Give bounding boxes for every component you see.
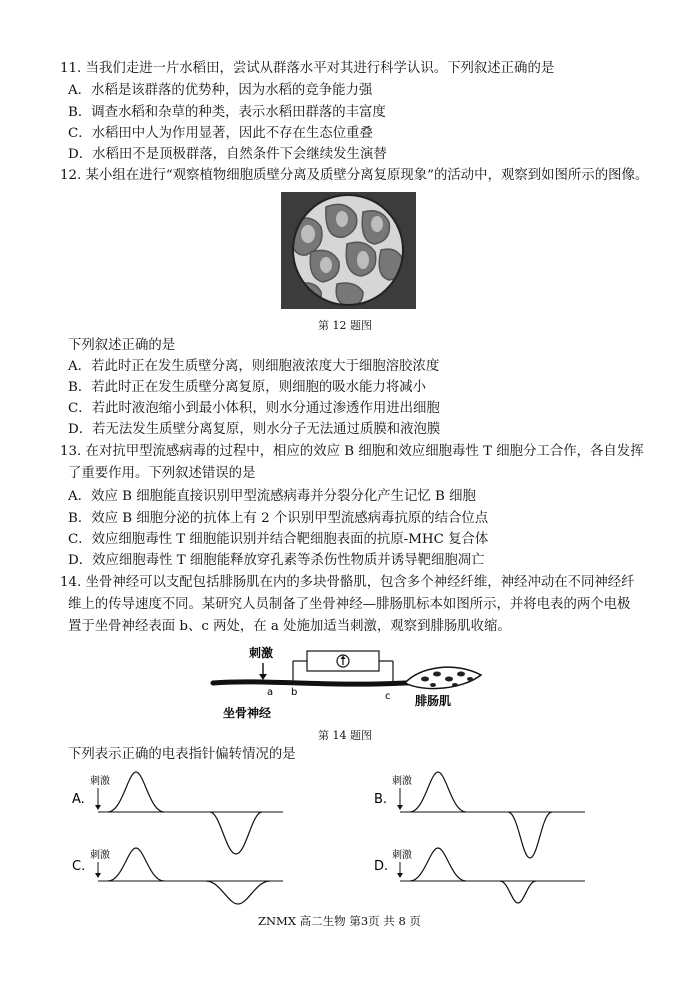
q13-stem-line2: 了重要作用。下列叙述错误的是 bbox=[68, 466, 256, 481]
page-footer: ZNMX 高二生物 第3页 共 8 页 bbox=[258, 914, 421, 928]
q11-option-b: B．调查水稻和杂草的种类，表示水稻田群落的丰富度 bbox=[68, 105, 386, 120]
point-b-label: b bbox=[291, 687, 298, 698]
option-b-letter: B. bbox=[374, 792, 388, 807]
q11-stem: 11. 当我们走进一片水稻田，尝试从群落水平对其进行科学认识。下列叙述正确的是 bbox=[60, 61, 555, 76]
q12-option-b: B．若此时正在发生质壁分离复原，则细胞的吸水能力将减小 bbox=[68, 380, 426, 395]
q14-stem-line2: 维上的传导速度不同。某研究人员制备了坐骨神经—腓肠肌标本如图所示，并将电表的两个电极 bbox=[68, 597, 631, 612]
q12-stem: 12. 某小组在进行“观察植物细胞质壁分离及质壁分离复原现象”的活动中，观察到如图所示的图像。 bbox=[60, 168, 649, 183]
option-b-stim-label: 刺激 bbox=[392, 776, 412, 787]
nerve-label: 坐骨神经 bbox=[223, 706, 272, 720]
q12-option-a: A．若此时正在发生质壁分离，则细胞液浓度大于细胞溶胶浓度 bbox=[68, 359, 440, 374]
stimulus-label: 刺激 bbox=[249, 646, 274, 660]
q13-stem-line1: 13. 在对抗甲型流感病毒的过程中，相应的效应 B 细胞和效应细胞毒性 T 细胞分工合作，各自发挥 bbox=[60, 444, 644, 459]
q13-option-d: D．效应细胞毒性 T 细胞能释放穿孔素等杀伤性物质并诱导靶细胞凋亡 bbox=[68, 553, 485, 568]
option-c-letter: C. bbox=[72, 859, 86, 874]
q14-option-d-graph bbox=[372, 846, 587, 910]
q12-option-c: C．若此时液泡缩小到最小体积，则水分通过渗透作用进出细胞 bbox=[68, 401, 440, 416]
option-c-stim-label: 刺激 bbox=[90, 850, 110, 861]
q11-option-d: D．水稻田不是顶极群落，自然条件下会继续发生演替 bbox=[68, 147, 387, 162]
q11-option-c: C．水稻田中人为作用显著，因此不存在生态位重叠 bbox=[68, 126, 373, 141]
q12-option-d: D．若无法发生质壁分离复原，则水分子无法通过质膜和液泡膜 bbox=[68, 422, 441, 437]
q14-nerve-muscle-diagram bbox=[205, 641, 490, 721]
q13-option-c: C．效应细胞毒性 T 细胞能识别并结合靶细胞表面的抗原-MHC 复合体 bbox=[68, 532, 489, 547]
option-d-letter: D. bbox=[374, 859, 389, 874]
option-a-letter: A. bbox=[72, 792, 85, 807]
q13-option-b: B．效应 B 细胞分泌的抗体上有 2 个识别甲型流感病毒抗原的结合位点 bbox=[68, 511, 489, 526]
q14-stem-line1: 14. 坐骨神经可以支配包括腓肠肌在内的多块骨骼肌，包含多个神经纤维，神经冲动在不同神经纤 bbox=[60, 575, 635, 590]
q14-option-c-graph bbox=[70, 846, 285, 910]
option-a-stim-label: 刺激 bbox=[90, 776, 110, 787]
q12-micrograph bbox=[281, 192, 416, 309]
muscle-label: 腓肠肌 bbox=[415, 694, 452, 708]
q14-caption: 第 14 题图 bbox=[318, 729, 372, 742]
q12-caption: 第 12 题图 bbox=[318, 319, 372, 332]
q14-lead: 下列表示正确的电表指针偏转情况的是 bbox=[68, 747, 296, 762]
q14-stem-line3: 置于坐骨神经表面 b、c 两处，在 a 处施加适当刺激，观察到腓肠肌收缩。 bbox=[68, 619, 511, 634]
point-c-label: c bbox=[385, 691, 391, 702]
q11-option-a: A．水稻是该群落的优势种，因为水稻的竞争能力强 bbox=[68, 83, 373, 98]
q13-option-a: A．效应 B 细胞能直接识别甲型流感病毒并分裂分化产生记忆 B 细胞 bbox=[68, 489, 476, 504]
point-a-label: a bbox=[267, 687, 274, 698]
q12-lead: 下列叙述正确的是 bbox=[68, 338, 176, 353]
option-d-stim-label: 刺激 bbox=[392, 850, 412, 861]
